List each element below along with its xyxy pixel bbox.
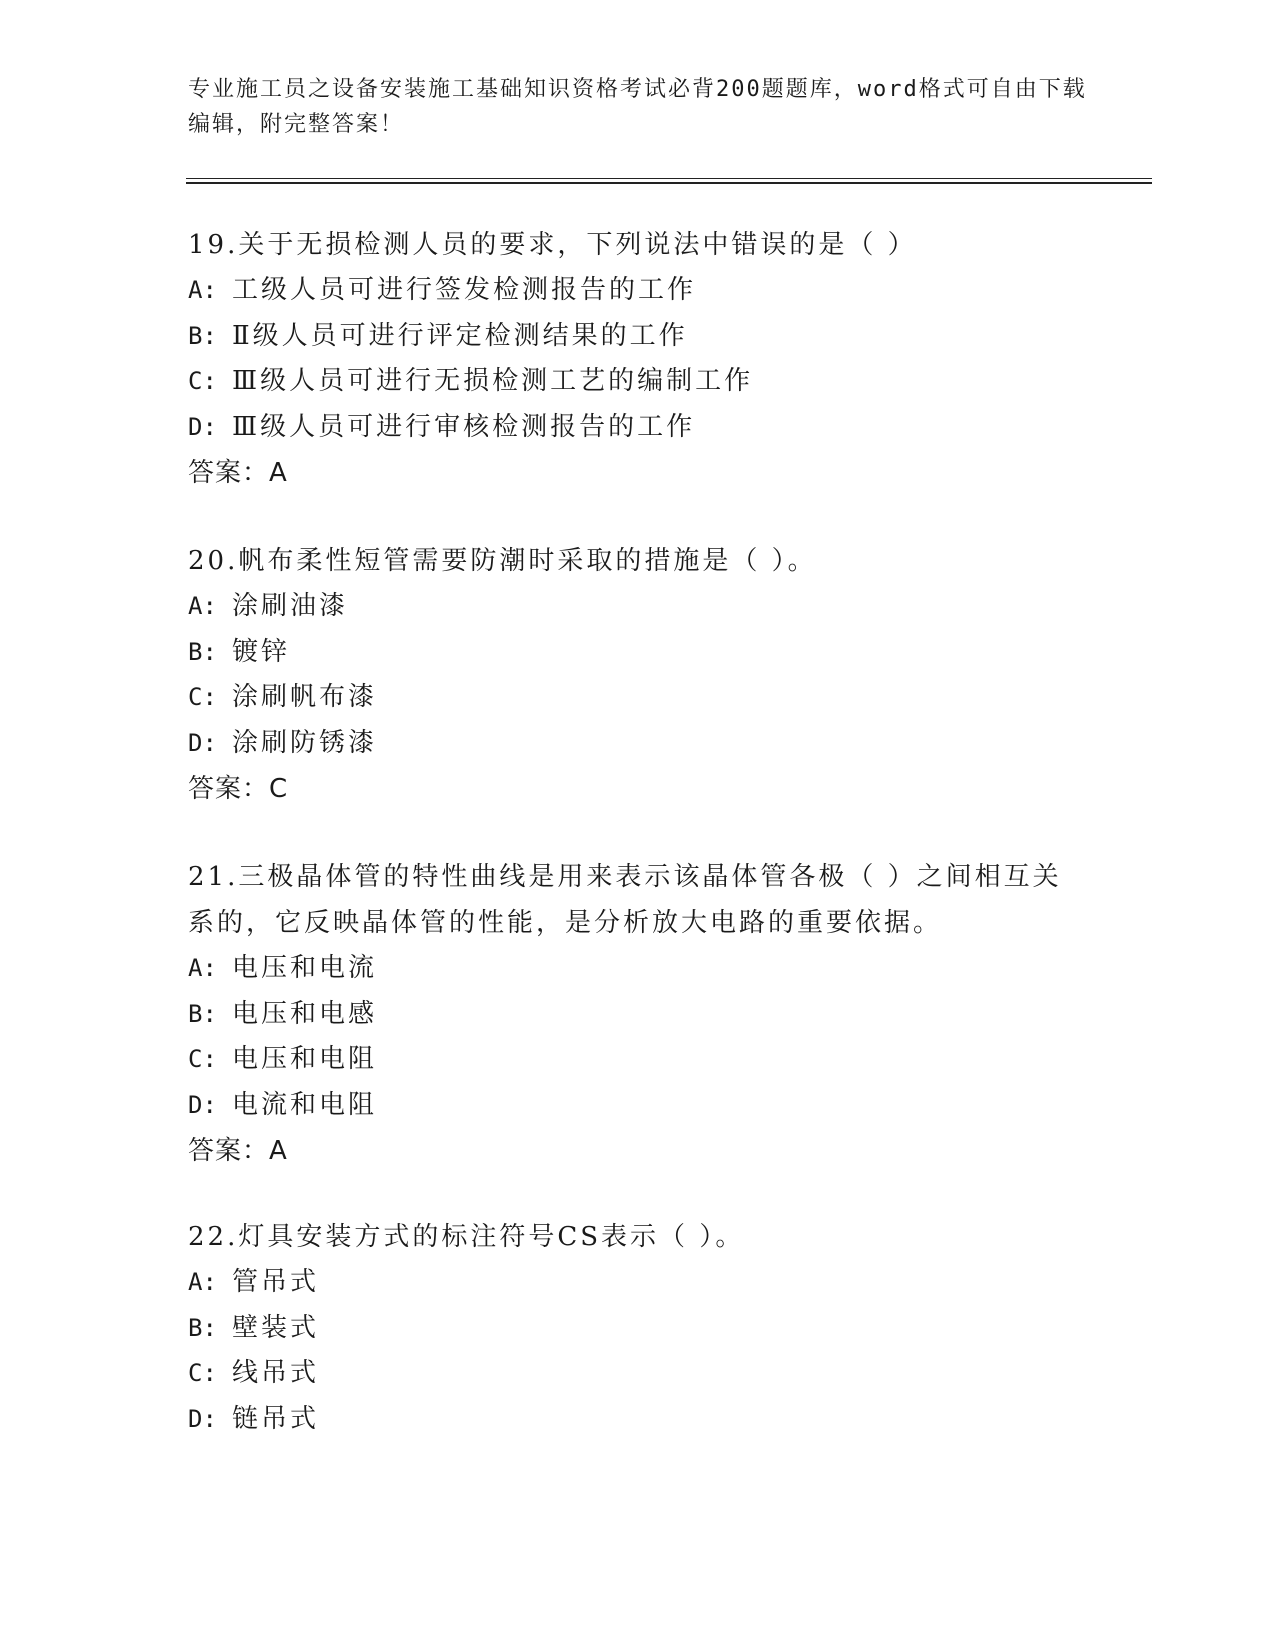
question-20 [188,538,1088,812]
option-letter: A: [188,276,217,304]
option-text: 链吊式 [232,1403,320,1434]
option-text: 涂刷防锈漆 [232,727,378,758]
answer-label: 答案：A [188,1136,288,1166]
option-text: 涂刷油漆 [232,591,349,621]
question-22 [188,1214,1088,1442]
question-stem: 21.三极晶体管的特性曲线是用来表示该晶体管各极（ ）之间相互关系的，它反映晶体管的性能，是分析放大电路的重要依据。 [188,862,1062,938]
option-letter: B: [188,637,217,666]
option-text: Ⅱ级人员可进行评定检测结果的工作 [232,320,688,351]
option-b [188,1306,1088,1352]
option-letter: D: [188,1090,217,1119]
option-d [188,1397,1088,1443]
option-c [188,1037,1088,1083]
option-letter: A: [188,954,217,982]
option-letter: B: [188,1313,217,1342]
option-letter: C: [188,683,217,711]
option-letter: C: [188,367,217,395]
option-b [188,314,1088,360]
option-text: 壁装式 [232,1312,320,1343]
header-divider-thin [186,178,1152,179]
option-b [188,630,1088,676]
option-a [188,946,1088,992]
option-text: 线吊式 [232,1358,320,1388]
option-letter: C: [188,1045,217,1073]
answer-label: 答案：A [188,458,288,488]
option-c [188,675,1088,721]
document-header: 专业施工员之设备安装施工基础知识资格考试必背200题题库，word格式可自由下载编辑，附完整答案！ [188,77,1087,137]
option-b [188,992,1088,1038]
option-text: Ⅲ级人员可进行审核检测报告的工作 [232,411,696,442]
option-text: 电流和电阻 [232,1089,378,1120]
option-d [188,721,1088,767]
option-text: 电压和电阻 [232,1044,378,1074]
header-divider-thick [186,182,1152,184]
question-21 [188,854,1088,1174]
option-letter: D: [188,1404,217,1433]
option-text: 电压和电流 [232,953,378,983]
option-letter: C: [188,1359,217,1387]
option-a [188,584,1088,630]
option-letter: B: [188,321,217,350]
option-a [188,268,1088,314]
answer-label: 答案：C [188,774,289,804]
question-19 [188,222,1088,496]
option-text: 工级人员可进行签发检测报告的工作 [232,275,697,305]
option-text: 电压和电感 [232,998,378,1029]
option-a [188,1260,1088,1306]
option-d [188,1083,1088,1129]
question-stem: 19.关于无损检测人员的要求，下列说法中错误的是（ ） [188,230,917,260]
question-stem: 20.帆布柔性短管需要防潮时采取的措施是（ ）。 [188,546,817,576]
option-letter: B: [188,999,217,1028]
option-letter: A: [188,592,217,620]
option-text: Ⅲ级人员可进行无损检测工艺的编制工作 [232,366,754,396]
option-text: 管吊式 [232,1267,320,1297]
option-text: 镀锌 [232,636,291,667]
option-text: 涂刷帆布漆 [232,682,378,712]
option-d [188,405,1088,451]
option-c [188,359,1088,405]
question-stem: 22.灯具安装方式的标注符号CS表示（ ）。 [188,1222,745,1252]
option-letter: D: [188,412,217,441]
option-letter: D: [188,728,217,757]
option-c [188,1351,1088,1397]
option-letter: A: [188,1268,217,1296]
